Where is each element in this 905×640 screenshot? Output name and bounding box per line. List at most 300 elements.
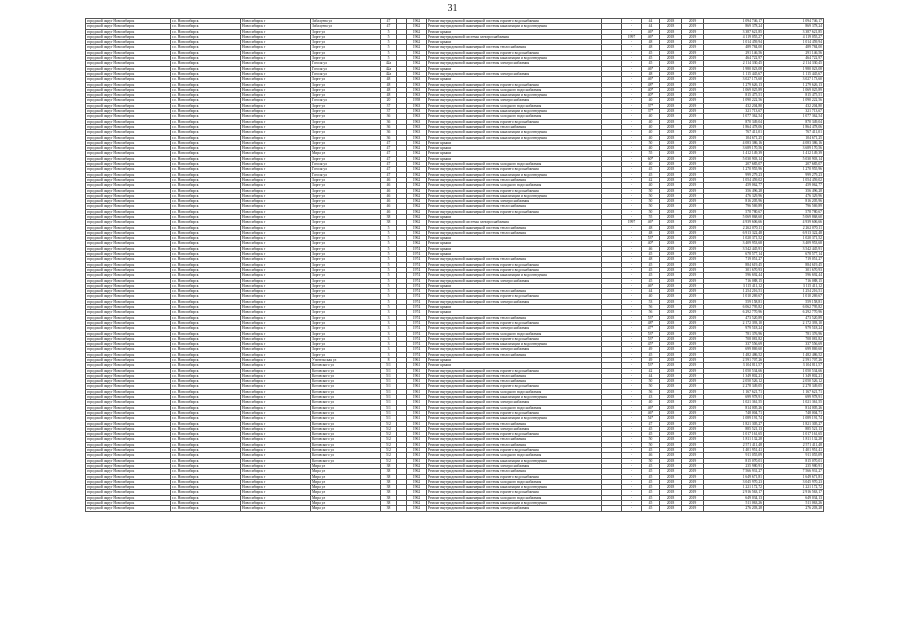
- cell-work-type: Ремонт внутридомовой инженерной системы горячего водоснабжения: [427, 262, 602, 267]
- cell-cost-total: 1 115 445,67: [764, 71, 824, 76]
- cell-locality: Новосибирск г: [241, 426, 311, 431]
- cell-end-year: 2019: [682, 267, 704, 272]
- cell-end-year: 2019: [682, 124, 704, 129]
- cell-cost: 2 114 330,45: [704, 61, 764, 66]
- cell-wear: 50: [642, 458, 660, 463]
- cell-start-year: 2018: [660, 87, 682, 92]
- cell-street: Зорге ул: [311, 50, 381, 55]
- cell-cost-total: 699 869,60: [764, 347, 824, 352]
- cell-wear: 45: [642, 506, 660, 511]
- cell-end-year: 2019: [682, 352, 704, 357]
- cell-year-built: -: [622, 50, 642, 55]
- cell-municipality: городской округ Новосибирск: [86, 453, 171, 458]
- cell-wear: 40: [642, 130, 660, 135]
- cell-street: Котовского ул: [311, 400, 381, 405]
- cell-year: 1963: [407, 119, 427, 124]
- cell-district: г.о. Новосибирск: [171, 177, 241, 182]
- cell-year: 1961: [407, 453, 427, 458]
- cell-year: 1962: [407, 34, 427, 39]
- cell-work-type: Ремонт внутридомовой инженерной системы электроснабжения: [427, 506, 602, 511]
- cell-work-type: Ремонт внутридомовой инженерной системы электроснабжения: [427, 400, 602, 405]
- cell-locality: Новосибирск г: [241, 352, 311, 357]
- cell-work-type: Ремонт крыши: [427, 151, 602, 156]
- cell-locality: Новосибирск г: [241, 389, 311, 394]
- cell-year: 1974: [407, 347, 427, 352]
- cell-start-year: 2018: [660, 45, 682, 50]
- cell-district: г.о. Новосибирск: [171, 267, 241, 272]
- cell-wear: 40*: [642, 241, 660, 246]
- cell-start-year: 2018: [660, 82, 682, 87]
- cell-street: Зорге ул: [311, 177, 381, 182]
- cell-municipality: городской округ Новосибирск: [86, 225, 171, 230]
- cell-start-year: 2018: [660, 278, 682, 283]
- cell-municipality: городской округ Новосибирск: [86, 410, 171, 415]
- cell-district: г.о. Новосибирск: [171, 368, 241, 373]
- cell-start-year: 2018: [660, 283, 682, 288]
- cell-street: Котовского ул: [311, 395, 381, 400]
- cell-year: 1974: [407, 283, 427, 288]
- cell-start-year: 2018: [660, 458, 682, 463]
- cell-municipality: городской округ Новосибирск: [86, 294, 171, 299]
- cell-district: г.о. Новосибирск: [171, 172, 241, 177]
- cell-start-year: 2018: [660, 501, 682, 506]
- cell-start-year: 2018: [660, 474, 682, 479]
- cell-house: 5/1: [381, 389, 397, 394]
- cell-work-type: Ремонт крыши: [427, 283, 602, 288]
- cell-locality: Новосибирск г: [241, 320, 311, 325]
- cell-end-year: 2019: [682, 262, 704, 267]
- cell-district: г.о. Новосибирск: [171, 56, 241, 61]
- cell-wear: 46*: [642, 410, 660, 415]
- cell-cost: 1 069 025,89: [704, 87, 764, 92]
- cell-start-year: 2018: [660, 230, 682, 235]
- cell-cost: 337 556,69: [704, 342, 764, 347]
- cell-locality: Новосибирск г: [241, 45, 311, 50]
- cell-cost-total: 884 619,45: [764, 262, 824, 267]
- cell-year-built: -: [622, 405, 642, 410]
- cell-end-year: 2019: [682, 220, 704, 225]
- cell-end-year: 2019: [682, 114, 704, 119]
- cell-street: Зорге ул: [311, 103, 381, 108]
- cell-end-year: 2019: [682, 66, 704, 71]
- cell-wear: 43: [642, 395, 660, 400]
- cell-work-type: Ремонт крыши: [427, 140, 602, 145]
- cell-end-year: 2019: [682, 501, 704, 506]
- cell-year-built: -: [622, 384, 642, 389]
- cell-cost: 885 521,13: [704, 426, 764, 431]
- cell-house: 36: [381, 130, 397, 135]
- cell-year: 1962: [407, 479, 427, 484]
- cell-year: 1961: [407, 458, 427, 463]
- cell-street: Зорге ул: [311, 289, 381, 294]
- cell-work-type: Ремонт внутридомовой инженерной системы электроснабжения: [427, 98, 602, 103]
- cell-house: 46: [381, 183, 397, 188]
- cell-street: Зорге ул: [311, 87, 381, 92]
- cell-locality: Новосибирск г: [241, 469, 311, 474]
- cell-cost: 999 279,23: [704, 172, 764, 177]
- cell-start-year: 2018: [660, 442, 682, 447]
- cell-district: г.о. Новосибирск: [171, 140, 241, 145]
- cell-start-year: 2018: [660, 358, 682, 363]
- cell-district: г.о. Новосибирск: [171, 130, 241, 135]
- cell-wear: 60*: [642, 156, 660, 161]
- cell-end-year: 2019: [682, 485, 704, 490]
- cell-work-type: Ремонт внутридомовой инженерной системы канализации и водоотведения: [427, 135, 602, 140]
- cell-municipality: городской округ Новосибирск: [86, 278, 171, 283]
- cell-work-type: Ремонт внутридомовой инженерной системы канализации и водоотведения: [427, 172, 602, 177]
- cell-year-built: -: [622, 501, 642, 506]
- cell-end-year: 2019: [682, 426, 704, 431]
- cell-start-year: 2018: [660, 50, 682, 55]
- cell-locality: Новосибирск г: [241, 347, 311, 352]
- cell-work-type: Ремонт крыши: [427, 310, 602, 315]
- cell-municipality: городской округ Новосибирск: [86, 45, 171, 50]
- cell-cost: 3 115 411,12: [704, 283, 764, 288]
- cell-locality: Новосибирск г: [241, 485, 311, 490]
- cell-cost-total: 748 004,71: [764, 410, 824, 415]
- cell-year: 1961: [407, 379, 427, 384]
- cell-start-year: 2018: [660, 119, 682, 124]
- cell-street: Гоголя ул: [311, 167, 381, 172]
- cell-wear: 50: [642, 188, 660, 193]
- cell-year: 1963: [407, 135, 427, 140]
- cell-street: Зорге ул: [311, 305, 381, 310]
- cell-house: 5: [381, 283, 397, 288]
- cell-district: г.о. Новосибирск: [171, 156, 241, 161]
- cell-cost: 716 088,15: [704, 278, 764, 283]
- cell-year-built: -: [622, 469, 642, 474]
- cell-cost-total: 559 158,81: [764, 299, 824, 304]
- cell-cost: 1 090 222,56: [704, 98, 764, 103]
- cell-wear: 40: [642, 146, 660, 151]
- cell-municipality: городской округ Новосибирск: [86, 336, 171, 341]
- cell-work-type: Ремонт крыши: [427, 363, 602, 368]
- cell-wear: 53*: [642, 363, 660, 368]
- cell-work-type: Ремонт внутридомовой инженерной системы горячего водоснабжения: [427, 267, 602, 272]
- cell-end-year: 2019: [682, 82, 704, 87]
- cell-street: Зорге ул: [311, 220, 381, 225]
- cell-locality: Новосибирск г: [241, 305, 311, 310]
- cell-wear: 47: [642, 421, 660, 426]
- cell-house: 47: [381, 172, 397, 177]
- cell-end-year: 2019: [682, 188, 704, 193]
- cell-house: 38: [381, 495, 397, 500]
- cell-cost: 4 939 606,66: [704, 220, 764, 225]
- cell-street: Зорге ул: [311, 109, 381, 114]
- cell-cost: 2 591 707,26: [704, 358, 764, 363]
- cell-year: 1974: [407, 246, 427, 251]
- cell-year-built: -: [622, 442, 642, 447]
- cell-district: г.о. Новосибирск: [171, 87, 241, 92]
- cell-wear: 46*: [642, 220, 660, 225]
- cell-cost-total: 815 475,51: [764, 93, 824, 98]
- cell-start-year: 2018: [660, 310, 682, 315]
- cell-wear: 45: [642, 352, 660, 357]
- cell-year-built: -: [622, 214, 642, 219]
- cell-house: 47: [381, 162, 397, 167]
- cell-cost: 1 401 951,41: [704, 448, 764, 453]
- cell-work-type: Ремонт внутридомовой инженерной системы теплоснабжения: [427, 177, 602, 182]
- cell-year-built: -: [622, 490, 642, 495]
- cell-house: 3: [381, 315, 397, 320]
- cell-municipality: городской округ Новосибирск: [86, 315, 171, 320]
- cell-street: Котовского ул: [311, 389, 381, 394]
- cell-start-year: 2018: [660, 405, 682, 410]
- cell-street: Котовского ул: [311, 379, 381, 384]
- cell-district: г.о. Новосибирск: [171, 230, 241, 235]
- cell-street: Котовского ул: [311, 405, 381, 410]
- cell-work-type: Ремонт внутридомовой инженерной системы холодного водоснабжения: [427, 389, 602, 394]
- cell-locality: Новосибирск г: [241, 342, 311, 347]
- cell-district: г.о. Новосибирск: [171, 395, 241, 400]
- cell-start-year: 2018: [660, 326, 682, 331]
- cell-district: г.о. Новосибирск: [171, 50, 241, 55]
- cell-house: 47: [381, 140, 397, 145]
- cell-year-built: -: [622, 421, 642, 426]
- cell-wear: 44: [642, 24, 660, 29]
- cell-municipality: городской округ Новосибирск: [86, 188, 171, 193]
- cell-street: Котовского ул: [311, 432, 381, 437]
- cell-start-year: 2018: [660, 252, 682, 257]
- cell-start-year: 2018: [660, 342, 682, 347]
- cell-district: г.о. Новосибирск: [171, 40, 241, 45]
- cell-municipality: городской округ Новосибирск: [86, 29, 171, 34]
- cell-locality: Новосибирск г: [241, 199, 311, 204]
- cell-locality: Новосибирск г: [241, 56, 311, 61]
- cell-municipality: городской округ Новосибирск: [86, 320, 171, 325]
- cell-locality: Новосибирск г: [241, 336, 311, 341]
- cell-district: г.о. Новосибирск: [171, 474, 241, 479]
- cell-end-year: 2019: [682, 61, 704, 66]
- cell-cost-total: 1 020 371,52: [764, 236, 824, 241]
- cell-locality: Новосибирск г: [241, 188, 311, 193]
- cell-year-built: -: [622, 289, 642, 294]
- cell-locality: Новосибирск г: [241, 146, 311, 151]
- cell-start-year: 2018: [660, 437, 682, 442]
- cell-end-year: 2019: [682, 373, 704, 378]
- cell-locality: Новосибирск г: [241, 474, 311, 479]
- cell-municipality: городской округ Новосибирск: [86, 146, 171, 151]
- cell-cost: 1 017 161,65: [704, 432, 764, 437]
- cell-house: 5/2: [381, 448, 397, 453]
- cell-municipality: городской округ Новосибирск: [86, 273, 171, 278]
- cell-cost-total: 473 520,89: [764, 315, 824, 320]
- cell-street: Учительская ул: [311, 358, 381, 363]
- cell-work-type: Ремонт внутридомовой инженерной системы электроснабжения: [427, 463, 602, 468]
- cell-street: Зорге ул: [311, 241, 381, 246]
- cell-cost: 699 978,91: [704, 395, 764, 400]
- cell-municipality: городской округ Новосибирск: [86, 167, 171, 172]
- cell-house: 38: [381, 469, 397, 474]
- cell-end-year: 2019: [682, 326, 704, 331]
- cell-year: 1963: [407, 114, 427, 119]
- cell-end-year: 2019: [682, 273, 704, 278]
- cell-cost-total: 3 045 970,23: [764, 479, 824, 484]
- cell-district: г.о. Новосибирск: [171, 77, 241, 82]
- cell-locality: Новосибирск г: [241, 98, 311, 103]
- cell-end-year: 2019: [682, 336, 704, 341]
- cell-year-built: -: [622, 29, 642, 34]
- cell-end-year: 2019: [682, 19, 704, 24]
- cell-cost: 816 205,96: [704, 199, 764, 204]
- cell-wear: 40: [642, 98, 660, 103]
- cell-locality: Новосибирск г: [241, 209, 311, 214]
- cell-house: 42а: [381, 66, 397, 71]
- cell-cost: 1 167 621,71: [704, 389, 764, 394]
- cell-district: г.о. Новосибирск: [171, 294, 241, 299]
- cell-work-type: Ремонт крыши: [427, 252, 602, 257]
- cell-wear: 45: [642, 501, 660, 506]
- cell-year: 1961: [407, 437, 427, 442]
- cell-wear: 53*: [642, 331, 660, 336]
- cell-year-built: -: [622, 167, 642, 172]
- cell-district: г.о. Новосибирск: [171, 310, 241, 315]
- cell-cost: 1 270 955,96: [704, 167, 764, 172]
- cell-year: 1962: [407, 172, 427, 177]
- cell-end-year: 2019: [682, 448, 704, 453]
- cell-year: 1974: [407, 342, 427, 347]
- cell-street: Зорге ул: [311, 236, 381, 241]
- cell-cost-total: 716 088,15: [764, 278, 824, 283]
- cell-house: 38: [381, 501, 397, 506]
- cell-municipality: городской округ Новосибирск: [86, 140, 171, 145]
- cell-work-type: Ремонт внутридомовой инженерной системы горячего водоснабжения: [427, 19, 602, 24]
- cell-cost: 489 784,00: [704, 45, 764, 50]
- cell-work-type: Ремонт внутридомовой инженерной системы канализации и водоотведения: [427, 485, 602, 490]
- cell-end-year: 2019: [682, 395, 704, 400]
- cell-cost: 781 376,96: [704, 331, 764, 336]
- cell-year-built: -: [622, 24, 642, 29]
- cell-wear: 37*: [642, 103, 660, 108]
- cell-end-year: 2019: [682, 384, 704, 389]
- cell-cost: 464 722,97: [704, 56, 764, 61]
- cell-municipality: городской округ Новосибирск: [86, 267, 171, 272]
- cell-district: г.о. Новосибирск: [171, 24, 241, 29]
- cell-year-built: -: [622, 193, 642, 198]
- cell-end-year: 2019: [682, 294, 704, 299]
- cell-note: [602, 506, 622, 511]
- cell-cost: 979 518,24: [704, 326, 764, 331]
- cell-wear: 46*: [642, 77, 660, 82]
- cell-district: г.о. Новосибирск: [171, 463, 241, 468]
- cell-work-type: Ремонт внутридомовой системы электроснабжения: [427, 220, 602, 225]
- cell-cost-total: 578 780,67: [764, 209, 824, 214]
- cell-house: 38: [381, 474, 397, 479]
- cell-start-year: 2018: [660, 34, 682, 39]
- cell-year-built: -: [622, 188, 642, 193]
- cell-locality: Новосибирск г: [241, 506, 311, 511]
- cell-wear: 45: [642, 479, 660, 484]
- cell-work-type: Ремонт внутридомовой инженерной системы теплоснабжения: [427, 230, 602, 235]
- cell-start-year: 2018: [660, 93, 682, 98]
- cell-cost: 1 221 172,72: [704, 485, 764, 490]
- cell-end-year: 2019: [682, 45, 704, 50]
- cell-wear: 45*: [642, 342, 660, 347]
- cell-end-year: 2019: [682, 342, 704, 347]
- cell-wear: 48: [642, 45, 660, 50]
- cell-locality: Новосибирск г: [241, 77, 311, 82]
- cell-year: 1962: [407, 29, 427, 34]
- cell-year-built: -: [622, 56, 642, 61]
- cell-end-year: 2019: [682, 506, 704, 511]
- cell-work-type: Ремонт внутридомовой инженерной системы электроснабжения: [427, 199, 602, 204]
- cell-district: г.о. Новосибирск: [171, 236, 241, 241]
- cell-end-year: 2019: [682, 109, 704, 114]
- cell-end-year: 2019: [682, 241, 704, 246]
- cell-house: 3: [381, 310, 397, 315]
- cell-year-built: -: [622, 177, 642, 182]
- cell-year: 1963: [407, 82, 427, 87]
- cell-wear: 40*: [642, 93, 660, 98]
- cell-year-built: -: [622, 82, 642, 87]
- cell-cost: 911 055,09: [704, 453, 764, 458]
- cell-district: г.о. Новосибирск: [171, 71, 241, 76]
- cell-work-type: Ремонт внутридомовой инженерной системы теплоснабжения: [427, 45, 602, 50]
- cell-year-built: -: [622, 267, 642, 272]
- cell-street: Котовского ул: [311, 363, 381, 368]
- cell-cost: 1 279 626,13: [704, 82, 764, 87]
- cell-year-built: -: [622, 236, 642, 241]
- cell-wear: 45: [642, 490, 660, 495]
- cell-locality: Новосибирск г: [241, 50, 311, 55]
- cell-start-year: 2018: [660, 453, 682, 458]
- cell-year-built: -: [622, 262, 642, 267]
- cell-end-year: 2019: [682, 50, 704, 55]
- cell-end-year: 2019: [682, 442, 704, 447]
- cell-cost-total: 767 411,01: [764, 130, 824, 135]
- cell-municipality: городской округ Новосибирск: [86, 310, 171, 315]
- cell-start-year: 2018: [660, 204, 682, 209]
- cell-cost-total: 4 119 055,27: [764, 34, 824, 39]
- cell-wear: 48*: [642, 82, 660, 87]
- cell-start-year: 2018: [660, 373, 682, 378]
- cell-cost: 3 027 173,60: [704, 77, 764, 82]
- cell-start-year: 2018: [660, 294, 682, 299]
- cell-work-type: Ремонт внутридомовой инженерной системы канализации и водоотведения: [427, 395, 602, 400]
- cell-house: 47: [381, 151, 397, 156]
- cell-district: г.о. Новосибирск: [171, 241, 241, 246]
- cell-end-year: 2019: [682, 214, 704, 219]
- cell-cost-total: 999 279,23: [764, 172, 824, 177]
- cell-street: Зорге ул: [311, 156, 381, 161]
- cell-municipality: городской округ Новосибирск: [86, 262, 171, 267]
- cell-municipality: городской округ Новосибирск: [86, 119, 171, 124]
- cell-cost: 1 020 371,52: [704, 236, 764, 241]
- cell-year: 1974: [407, 326, 427, 331]
- cell-house: 5: [381, 241, 397, 246]
- cell-year-built: -: [622, 479, 642, 484]
- cell-cost: 767 411,01: [704, 130, 764, 135]
- cell-work-type: Ремонт внутридомовой инженерной системы горячего водоснабжения: [427, 119, 602, 124]
- cell-cost-total: 1 094 746,17: [764, 19, 824, 24]
- cell-year-built: -: [622, 172, 642, 177]
- cell-cost-total: 1 069 025,89: [764, 87, 824, 92]
- cell-year: 1963: [407, 124, 427, 129]
- cell-start-year: 2018: [660, 331, 682, 336]
- cell-start-year: 2018: [660, 236, 682, 241]
- cell-wear: 49: [642, 358, 660, 363]
- cell-municipality: городской округ Новосибирск: [86, 501, 171, 506]
- cell-year: 1962: [407, 209, 427, 214]
- cell-house: 5/1: [381, 405, 397, 410]
- cell-locality: Новосибирск г: [241, 204, 311, 209]
- cell-work-type: Ремонт внутридомовой инженерной системы электроснабжения: [427, 299, 602, 304]
- cell-locality: Новосибирск г: [241, 501, 311, 506]
- cell-cost: 870 349,04: [704, 119, 764, 124]
- cell-wear: 48: [642, 225, 660, 230]
- cell-work-type: Ремонт внутридомовой инженерной системы холодного водоснабжения: [427, 162, 602, 167]
- cell-district: г.о. Новосибирск: [171, 448, 241, 453]
